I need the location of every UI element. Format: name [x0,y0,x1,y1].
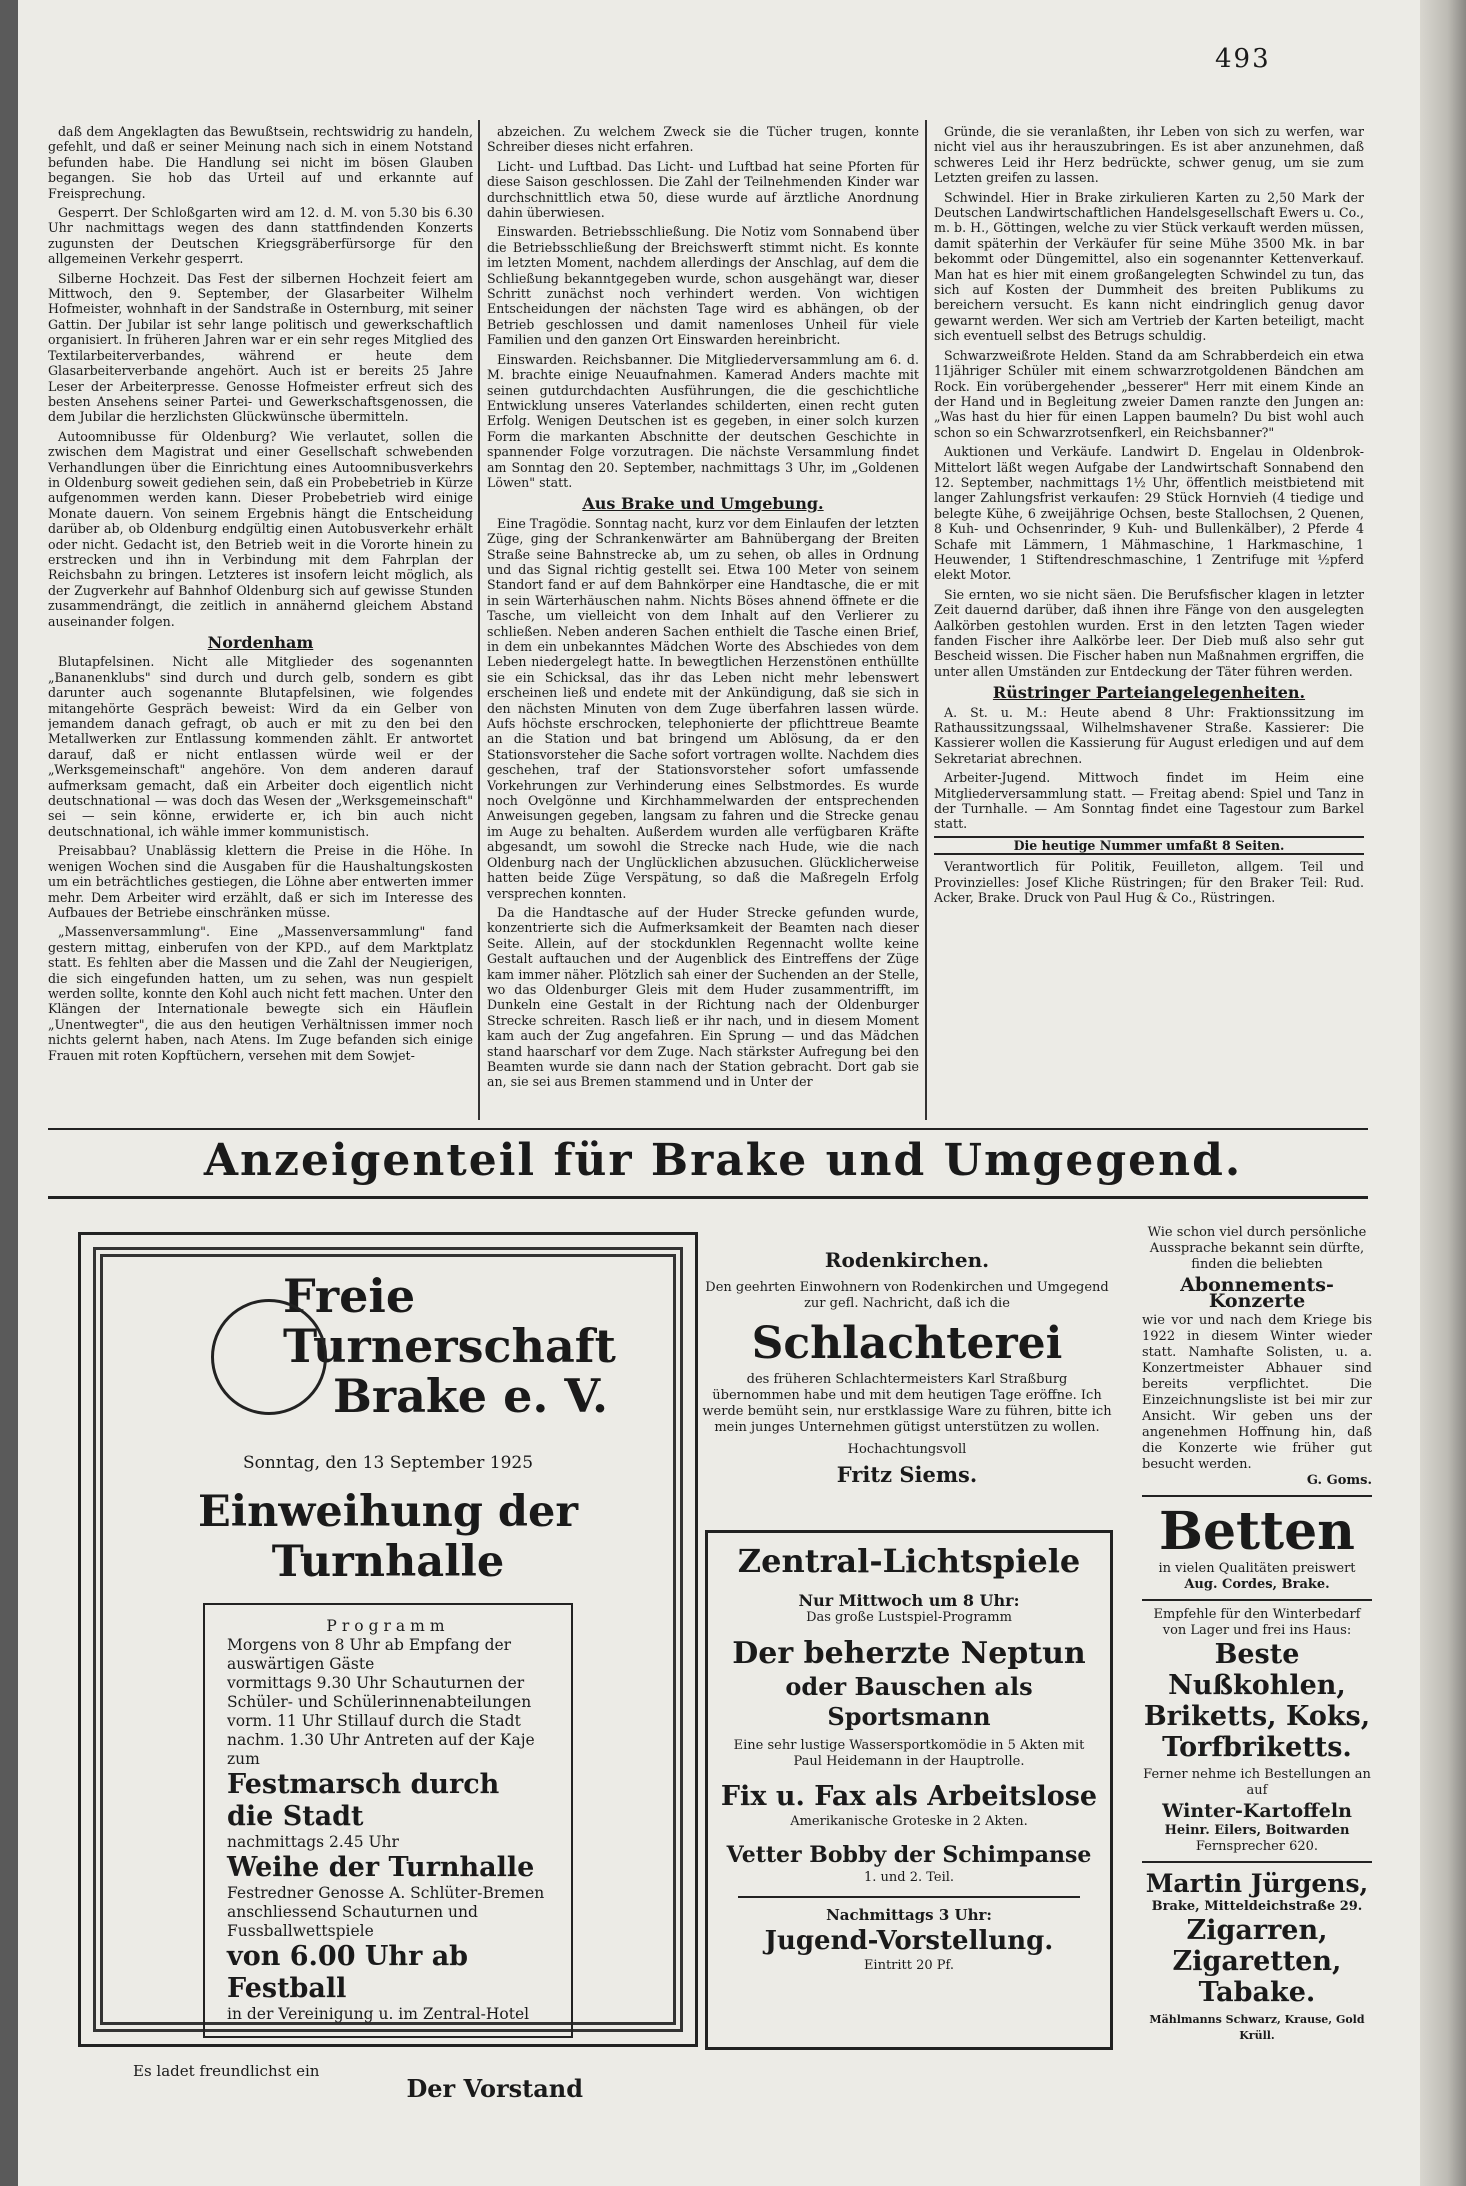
article-paragraph: Schwarzweißrote Helden. Stand da am Schrabberdeich ein etwa 11jähriger Schüler mit einem schwarzrotgoldenen Bändchen am Rock. Ein vorübergehender „besserer" Herr mit einem Kinde an der Hand und in Begleitung zweier Damen ranzte den Jungen an: „Was hast du hier für einen Lappen baumeln? Du bist wohl auch schon so ein Schwarzrotsenfkerl, ein Reichsbanner?" [934,347,1364,440]
film-desc: Amerikanische Groteske in 2 Akten. [790,1814,1028,1829]
article-paragraph: Verantwortlich für Politik, Feuilleton, allgem. Teil und Provinzielles: Josef Kliche Rüstringen; für den Braker Teil: Rud. Acker, Brake. Druck von Paul Hug & Co., Rüstringen. [934,859,1364,906]
program-highlight: Festmarsch durch die Stadt [227,1769,500,1832]
article-paragraph: Da die Handtasche auf der Huder Strecke gefunden wurde, konzentrierte sich die Aufmerksamkeit der Beamten nach dieser Seite. Allein, auf der stockdunklen Regennacht wollte keine Gestalt auftauchen und der Augenblick des Eintreffens der Züge kam immer näher. Plötzlich sah einer der Suchenden an der Stelle, wo das Oldenburger Gleis mit dem Huder zusammentrifft, im Dunkeln eine Gestalt in der Richtung nach der Oldenburger Strecke schreiten. Rasch ließ er ihr nach, und in diesem Moment kam auch der Zug angefahren. Ein Sprung — und das Mädchen stand haarscharf vor dem Zuge. Nach stärkster Aufregung bei den Beamten wurde sie dann nach der Station gebracht. Dort gab sie an, sie sei aus Bremen stammend und in Unter der [487,904,919,1090]
film-title: Fix u. Fax als Arbeitslose [720,1781,1098,1812]
ad-rodenkirchen [702,1238,1112,1518]
ad-title: Freie Turnerschaft [283,1269,616,1373]
ad-phone: Fernsprecher 620. [1195,1839,1319,1854]
article-paragraph: daß dem Angeklagten das Bewußtsein, rechtswidrig zu handeln, gefehlt, und daß er seiner Meinung nach sich in einem Notstand befunden habe. Die Handlung sei nicht im bösen Glauben begangen. Sie hob das Urteil auf und erkannte auf Freisprechung. [48,124,473,201]
program-highlight: von 6.00 Uhr ab Festball [227,1941,469,2004]
article-paragraph: Einswarden. Betriebsschließung. Die Notiz vom Sonnabend über die Betriebsschließung der Breichswerft stimmt nicht. Es konnte im letzten Moment, nachdem allerdings der Anschlag, auf dem die Schließung bekanntgegeben wurde, schon ausgehängt war, dieser Schritt zunächst noch verhindert werden. Von wichtigen Entscheidungen der nächsten Tage wird es abhängen, ob der Betrieb geschlossen und damit namenloses Unheil für viele Familien und den ganzen Ort Einswarden hereinbricht. [487,224,919,348]
column-rule [478,120,480,1120]
ad-headline: Martin Jürgens, [1145,1869,1369,1898]
ad-price: Eintritt 20 Pf. [863,1958,955,1973]
ad-footer: Mählmanns Schwarz, Krause, Gold Krüll. [1149,2013,1365,2042]
ad-headline: Abonnements-Konzerte [1180,1274,1334,1312]
article-paragraph: Einswarden. Reichsbanner. Die Mitgliederversammlung am 6. d. M. brachte einige Neuaufnahmen. Kamerad Anders machte mit seinen gutdurchdachten Ausführungen, die die geschichtliche Entwicklung unseres Vaterlandes schilderten, einen recht guten Erfolg. Wenigen Deutschen ist es gegeben, in einer solch kurzen Form die markanten Abschnitte der deutschen Geschichte in spannender Folge vorzutragen. Die nächste Versammlung findet am Sonntag den 20. September, nachmittags 3 Uhr, im „Goldenen Löwen" statt. [487,351,919,490]
program-line: nachm. 1.30 Uhr Antreten auf der Kaje zum [227,1731,535,1768]
ad-turnerschaft [78,1232,698,2103]
ads-right-column [1142,1225,1372,2075]
ad-body: Ferner nehme ich Bestellungen an auf [1143,1767,1371,1798]
article-column-3 [934,124,1364,1124]
ad-time: Nur Mittwoch um 8 Uhr: [798,1591,1020,1610]
article-paragraph: Sie ernten, wo sie nicht säen. Die Berufsfischer klagen in letzter Zeit dauernd darüber, daß ihnen ihre Fänge von den ausgelegten Aalkörben gestohlen wurden. Erst in den letzten Tagen wieder fanden Fischer ihre Aalkörbe leer. Der Dieb muß also sehr gut Bescheid wissen. Die Fischer haben nun Maßnahmen ergriffen, die unter allen Umständen zur Entdeckung der Täter führen werden. [934,586,1364,679]
ad-signature: G. Goms. [1306,1473,1372,1488]
article-paragraph: Autoomnibusse für Oldenburg? Wie verlautet, sollen die zwischen dem Magistrat und einer Gesellschaft schwebenden Verhandlungen über die Einrichtung eines Autoomnibusverkehrs in Oldenburg soweit gediehen sein, daß ein Probebetrieb in Kürze aufgenommen werden kann. Dieser Probebetrieb wird einige Monate dauern. Von seinem Ergebnis hängt die Entscheidung darüber ab, ob Oldenburg endgültig einen Autobusverkehr erhält oder nicht. Gedacht ist, den Betrieb weit in die Vororte hinein zu erstrecken und ihn in Verbindung mit dem Fahrplan der Reichsbahn zu bringen. Letzteres ist insofern leicht möglich, als der Zugverkehr auf Bahnhof Oldenburg sich auf gewisse Stunden zusammendrängt, die zeitlich in annähernd gleichem Abstand auseinander folgen. [48,428,473,629]
program-line: vorm. 11 Uhr Stillauf durch die Stadt [227,1712,521,1730]
film-desc: 1. und 2. Teil. [863,1870,955,1885]
program-line: in der Vereinigung u. im Zentral-Hotel [227,2005,530,2023]
ad-headline: Einweihung der Turnhalle [198,1487,578,1587]
program-line: Morgens von 8 Uhr ab Empfang der auswärtigen Gäste [227,1636,512,1673]
ad-body: des früheren Schlachtermeisters Karl Straßburg übernommen habe und mit dem heutigen Tage eröffne. Ich werde bemüht sein, nur erstklassige Ware zu führen, bitte ich mein junges Unternehmen gütigst unterstützen zu wollen. [702,1372,1112,1435]
ad-address: Brake, Mitteldeichstraße 29. [1151,1899,1363,1914]
section-rule [48,1196,1368,1199]
ad-signature: Heinr. Eilers, Boitwarden [1164,1823,1350,1838]
program-highlight: Weihe der Turnhalle [227,1852,535,1883]
program-line: Festredner Genosse A. Schlüter-Bremen anschliessend Schauturnen und Fussballwettspiele [227,1884,545,1940]
article-paragraph: Silberne Hochzeit. Das Fest der silbernen Hochzeit feiert am Mittwoch, den 9. September, der Glasarbeiter Wilhelm Hofmeister, wohnhaft in der Sandstraße in Osternburg, mit seiner Gattin. Der Jubilar ist sehr lange politisch und gewerkschaftlich organisiert. In früheren Jahren war er ein sehr reges Mitglied des Textilarbeiterverbandes, während er heute dem Glasarbeiterverbande angehört. Auch ist er bereits 25 Jahre Leser der Arbeiterpresse. Genosse Hofmeister erfreut sich des besten Ansehens seiner Partei- und Gewerkschaftsgenossen, die dem Jubilar die herzlichsten Glückwünsche übermitteln. [48,270,473,425]
ad-body: wie vor und nach dem Kriege bis 1922 in diesem Winter wieder statt. Namhafte Solisten, u. a. Konzertmeister Abhauer sind bereits verpflichtet. Die Einzeichnungsliste ist bei mir zur Ansicht. Wir geben uns der angenehmen Hoffnung hin, daß die Konzerte wie früher gut besucht werden. [1142,1313,1372,1472]
program-line: nachmittags 2.45 Uhr [227,1833,399,1851]
ad-intro: Wie schon viel durch persönliche Aussprache bekannt sein dürfte, finden die beliebten [1147,1225,1367,1272]
ad-intro: Den geehrten Einwohnern von Rodenkirchen und Umgegend zur gefl. Nachricht, daß ich die [705,1280,1109,1311]
section-rule [48,1128,1368,1130]
ad-zentral-lichtspiele [705,1530,1113,2050]
ad-title: Zentral-Lichtspiele [737,1542,1081,1580]
film-subtitle: oder Bauschen als Sportsmann [785,1672,1033,1731]
article-paragraph: Arbeiter-Jugend. Mittwoch findet im Heim eine Mitgliederversammlung statt. — Freitag abend: Spiel und Tanz in der Turnhalle. — Am Sonntag findet eine Tagestour zum Barkel statt. [934,770,1364,832]
column-rule [925,120,927,1120]
article-paragraph: Gesperrt. Der Schloßgarten wird am 12. d. M. von 5.30 bis 6.30 Uhr nachmittags wegen des dann stattfindenden Konzerts zugunsten der Deutschen Kriegsgräberfürsorge für den allgemeinen Verkehr gesperrt. [48,205,473,267]
article-paragraph: Auktionen und Verkäufe. Landwirt D. Engelau in Oldenbrok-Mittelort läßt wegen Aufgabe der Landwirtschaft Sonnabend den 12. September, nachmittags 1½ Uhr, öffentlich meistbietend mit langer Zahlungsfrist verkaufen: 29 Stück Hornvieh (4 tiedige und belegte Kühe, 6 zweijährige Ochsen, beste Stallochsen, 2 Quenen, 8 Kuh- und Ochsenrinder, 9 Kuh- und Bullenkälber), 2 Pferde 4 Schafe mit Lämmern, 1 Mähmaschine, 1 Harkmaschine, 1 Heuwender, 1 Stiftendreschmaschine, 1 Zentrifuge mit ½pferd elekt Motor. [934,444,1364,583]
page-number: 493 [1215,44,1271,74]
club-emblem [211,1299,327,1415]
ad-intro: Empfehle für den Winterbedarf von Lager und frei ins Haus: [1153,1607,1361,1638]
ad-time: Nachmittags 3 Uhr: [826,1906,992,1924]
article-paragraph: Eine Tragödie. Sonntag nacht, kurz vor dem Einlaufen der letzten Züge, ging der Schrankenwärter am Bahnübergang der Breiten Straße seine Bahnstrecke ab, um zu sehen, ob alles in Ordnung und das Signal richtig gestellt sei. Etwa 100 Meter von seinem Standort fand er auf dem Bahnkörper eine Handtasche, die er mit in sein Wärterhäuschen nahm. Nichts Böses ahnend öffnete er die Tasche, um vielleicht von dem Inhalt auf den Verlierer zu schließen. Neben anderen Sachen enthielt die Tasche einen Brief, in dem ein unbekanntes Mädchen Worte des Abschiedes von dem Leben niedergelegt hatte. In bewegtlichen Herzenstönen enthüllte sie ein Schicksal, das ihr das Leben nicht mehr lebenswert erscheinen ließ und endete mit der Ankündigung, daß sie sich in den nächsten Minuten von dem Zuge überfahren lassen würde. Aufs höchste erschrocken, telephonierte der pflichttreue Beamte an die Station und bat bringend um Ablösung, da er den Stationsvorsteher die Sache sofort vortragen wollte. Nachdem dies geschehen, traf der Stationsvorsteher sofort umfassende Vorkehrungen zur Verhinderung eines Selbstmordes. Es wurde noch Ovelgönne und Kirchhammelwarden der entsprechenden Anweisungen gegeben, langsam zu fahren und die Strecke genau im Auge zu behalten. Außerdem wurden alle verfügbaren Kräfte abgesandt, um sowohl die Strecke nach Hude, wie die nach Oldenburg nach der Unglücklichen abzusuchen. Glücklicherweise hatten beide Züge Verspätung, so daß die Maßregeln Erfolg versprechen konnten. [487,515,919,901]
article-paragraph: Die heutige Nummer umfaßt 8 Seiten. [934,836,1364,855]
invitation-text: Es ladet freundlichst ein [133,2062,320,2080]
article-paragraph: Gründe, die sie veranlaßten, ihr Leben von sich zu werfen, war nicht viel aus ihr herauszubringen. Es ist aber anzunehmen, daß schweres Leid ihr Herz bedrückte, schwer genug, um sie zum Letzten greifen zu lassen. [934,124,1364,186]
article-paragraph: abzeichen. Zu welchem Zweck sie die Tücher trugen, konnte Schreiber dieses nicht erfahren. [487,124,919,155]
ad-greeting: Hochachtungsvoll [847,1442,967,1457]
ad-headline: Zigarren, Zigaretten, Tabake. [1172,1915,1342,2008]
article-paragraph: Blutapfelsinen. Nicht alle Mitglieder des sogenannten „Bananenklubs" sind durch und durch gelb, sondern es gibt darunter auch sogenannte Blutapfelsinen, wie folgendes mitangehörte Gespräch beweist: Wird da ein Gelber von jemandem danach gefragt, ob auch er mit zu den bei den Metallwerken zur Entlassung kommenden zählt. Er antwortet darauf, daß er nicht entlassen würde weil er der „Werksgemeinschaft" angehöre. Von dem anderen darauf aufmerksam gemacht, daß ein Arbeiter doch eigentlich nicht deutschnational — was doch das Wesen der „Werksgemeinschaft" sei — sein könne, erwiderte er, ich bin auch nicht deutschnational, ich wähle immer kommunistisch. [48,654,473,839]
ad-date: Sonntag, den 13 September 1925 [242,1453,534,1473]
film-title: Der beherzte Neptun [732,1636,1086,1671]
ad-sub: Das große Lustspiel-Programm [806,1610,1012,1625]
signature: Der Vorstand [406,2074,583,2103]
ad-body: in vielen Qualitäten preiswert [1158,1561,1356,1576]
program-title: Programm [326,1617,450,1635]
binding-edge [1420,0,1466,2186]
ad-headline: Beste Nußkohlen, Briketts, Koks, Torfbriketts. [1143,1639,1371,1763]
ad-headline: Schlachterei [751,1318,1063,1369]
ad-headline: Winter-Kartoffeln [1162,1800,1352,1822]
film-title: Vetter Bobby der Schimpanse [726,1842,1092,1868]
article-paragraph: Licht- und Luftbad. Das Licht- und Luftbad hat seine Pforten für diese Saison geschlossen. Die Zahl der Teilnehmenden Kinder war durchschnittlich etwa 50, diese wurde auf ärztliche Anordnung dahin überwiesen. [487,158,919,221]
section-heading: Rüstringer Parteiangelegenheiten. [992,683,1306,703]
article-paragraph: Preisabbau? Unablässig klettern die Preise in die Höhe. In wenigen Wochen sind die Ausgaben für die Haushaltungskosten um ein beträchtliches gestiegen, die Löhne aber entwerten immer mehr. Dem Arbeiter wird erzählt, daß er sich im Interesse des Aufbaues der Betriebe einschränken müsse. [48,843,473,920]
program-box [203,1603,573,2038]
article-paragraph: A. St. u. M.: Heute abend 8 Uhr: Fraktionssitzung im Rathaussitzungssaal, Wilhelmshavener Straße. Kassierer: Die Kassierer wollen die Kassierung für August erledigen und auf dem Sekretariat abrechnen. [934,704,1364,766]
article-paragraph: „Massenversammlung". Eine „Massenversammlung" fand gestern mittag, einberufen von der KPD., auf dem Marktplatz statt. Es fehlten aber die Massen und die Zahl der Neugierigen, die sich eingefunden hatten, um zu sehen, was nun gespielt werden sollte, konnte den Kohl auch nicht fett machen. Unter den Klängen der Internationale bewegte sich ein Häuflein „Unentwegter", die aus den heutigen Verhältnissen immer noch nichts gelernt haben, nach Atens. Im Zuge befanden sich einige Frauen mit roten Kopftüchern, versehen mit dem Sowjet- [48,924,473,1063]
article-column-1 [48,124,473,1134]
ad-place: Rodenkirchen. [824,1248,990,1272]
article-column-2 [487,124,919,1134]
film-desc: Eine sehr lustige Wassersportkomödie in 5 Akten mit Paul Heidemann in der Hauptrolle. [733,1738,1085,1769]
ad-signature: Fritz Siems. [836,1462,978,1487]
program-line: vormittags 9.30 Uhr Schauturnen der Schüler- und Schülerinnenabteilungen [227,1674,532,1711]
section-heading: Nordenham [207,633,314,652]
section-heading: Aus Brake und Umgebung. [582,494,824,514]
ad-signature: Aug. Cordes, Brake. [1184,1577,1330,1592]
section-headline: Anzeigenteil für Brake und Umgegend. [203,1135,1243,1186]
film-title: Jugend-Vorstellung. [764,1926,1054,1956]
ad-footer [133,2062,643,2102]
ad-title: Brake e. V. [333,1369,609,1423]
ad-headline: Betten [1159,1501,1355,1562]
article-paragraph: Schwindel. Hier in Brake zirkulieren Karten zu 2,50 Mark der Deutschen Landwirtschaftlichen Handelsgesellschaft Ewers u. Co., m. b. H., Göttingen, welche zu vier Stück verkauft werden müssen, damit späterhin der Verkäufer für seine Mühe 3500 Mk. in bar bekommt oder Düngemittel, also ein sogenannter Kettenverkauf. Man hat es hier mit einem großangelegten Schwindel zu tun, das sich auf Kosten der Dummheit des breiten Publikums zu bereichern versucht. Es kann nicht eindringlich genug davor gewarnt werden. Wer sich am Vertrieb der Karten beteiligt, macht sich eventuell selbst des Betrugs schuldig. [934,189,1364,344]
